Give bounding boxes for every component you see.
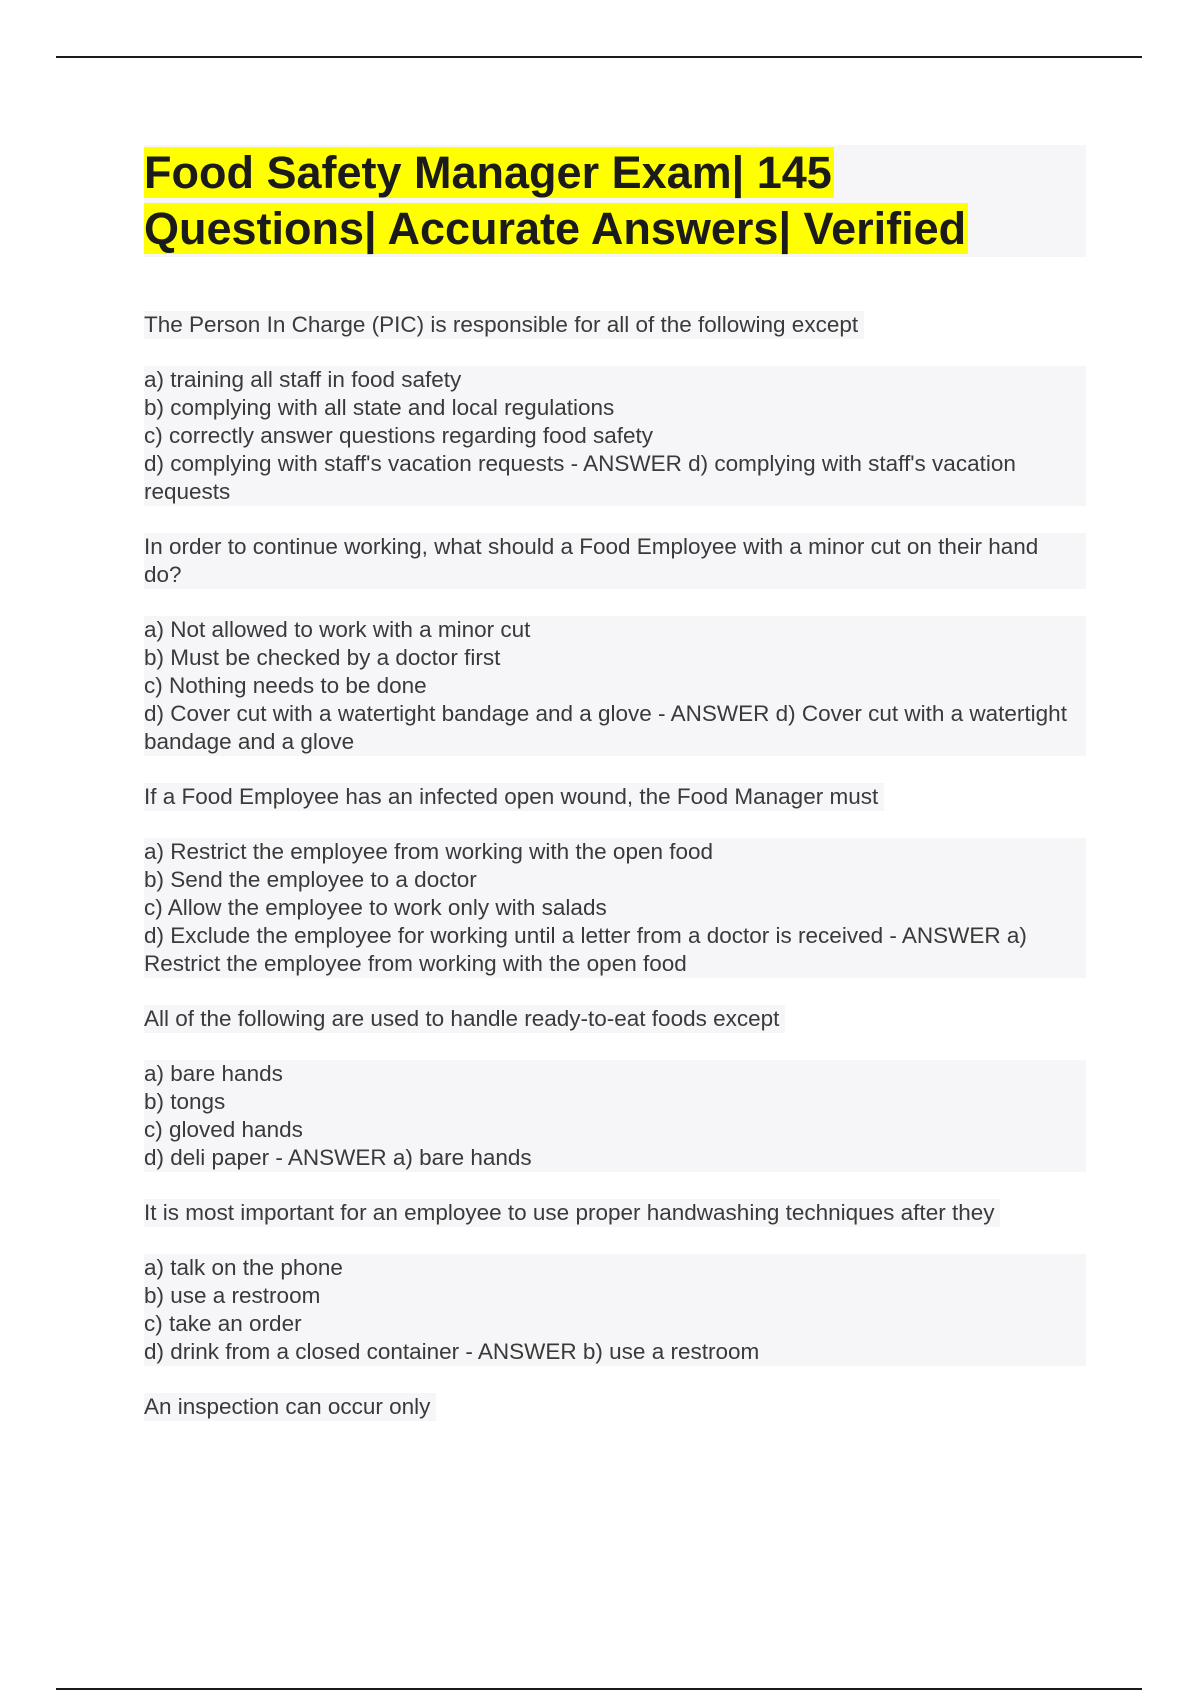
option-item: c) gloved hands [144, 1116, 1086, 1144]
top-rule [56, 56, 1142, 58]
title-block [144, 145, 1086, 257]
option-item-with-answer: d) Cover cut with a watertight bandage and a glove - ANSWER d) Cover cut with a watertight bandage and a glove [144, 700, 1086, 756]
questions-list [144, 311, 1086, 1475]
question-block [144, 1199, 1086, 1366]
document-title [144, 145, 1086, 257]
question-text: It is most important for an employee to use proper handwashing techniques after they [144, 1199, 1000, 1227]
option-item: b) Must be checked by a doctor first [144, 644, 1086, 672]
option-item-with-answer: d) drink from a closed container - ANSWER b) use a restroom [144, 1338, 1086, 1366]
option-item: c) Nothing needs to be done [144, 672, 1086, 700]
question-text: All of the following are used to handle ready-to-eat foods except [144, 1005, 785, 1033]
option-item: c) correctly answer questions regarding food safety [144, 422, 1086, 450]
option-item: b) tongs [144, 1088, 1086, 1116]
question-block [144, 1005, 1086, 1172]
question-text: The Person In Charge (PIC) is responsible for all of the following except [144, 311, 864, 339]
option-item: b) complying with all state and local regulations [144, 394, 1086, 422]
question-block [144, 783, 1086, 978]
answer-options [144, 838, 1086, 978]
option-item-with-answer: d) Exclude the employee for working until a letter from a doctor is received - ANSWER a) Restrict the employee from working with the open food [144, 922, 1086, 978]
answer-options [144, 1060, 1086, 1172]
answer-options [144, 1254, 1086, 1366]
question-block [144, 311, 1086, 506]
option-item-with-answer: d) deli paper - ANSWER a) bare hands [144, 1144, 1086, 1172]
answer-options [144, 366, 1086, 506]
option-item: a) Restrict the employee from working with the open food [144, 838, 1086, 866]
option-item: b) use a restroom [144, 1282, 1086, 1310]
option-item: c) take an order [144, 1310, 1086, 1338]
option-item-with-answer: d) complying with staff's vacation requests - ANSWER d) complying with staff's vacation requests [144, 450, 1086, 506]
option-item: c) Allow the employee to work only with salads [144, 894, 1086, 922]
option-item: b) Send the employee to a doctor [144, 866, 1086, 894]
question-text: An inspection can occur only [144, 1393, 436, 1421]
answer-options [144, 616, 1086, 756]
option-item: a) Not allowed to work with a minor cut [144, 616, 1086, 644]
option-item: a) talk on the phone [144, 1254, 1086, 1282]
title-line-2: Questions| Accurate Answers| Verified [144, 203, 967, 254]
bottom-rule [56, 1688, 1142, 1690]
question-text: In order to continue working, what should a Food Employee with a minor cut on their hand do? [144, 533, 1086, 589]
option-item: a) bare hands [144, 1060, 1086, 1088]
question-block [144, 1393, 1086, 1448]
question-text: If a Food Employee has an infected open wound, the Food Manager must [144, 783, 884, 811]
title-line-1: Food Safety Manager Exam| 145 [144, 147, 832, 198]
option-item: a) training all staff in food safety [144, 366, 1086, 394]
question-block [144, 533, 1086, 756]
